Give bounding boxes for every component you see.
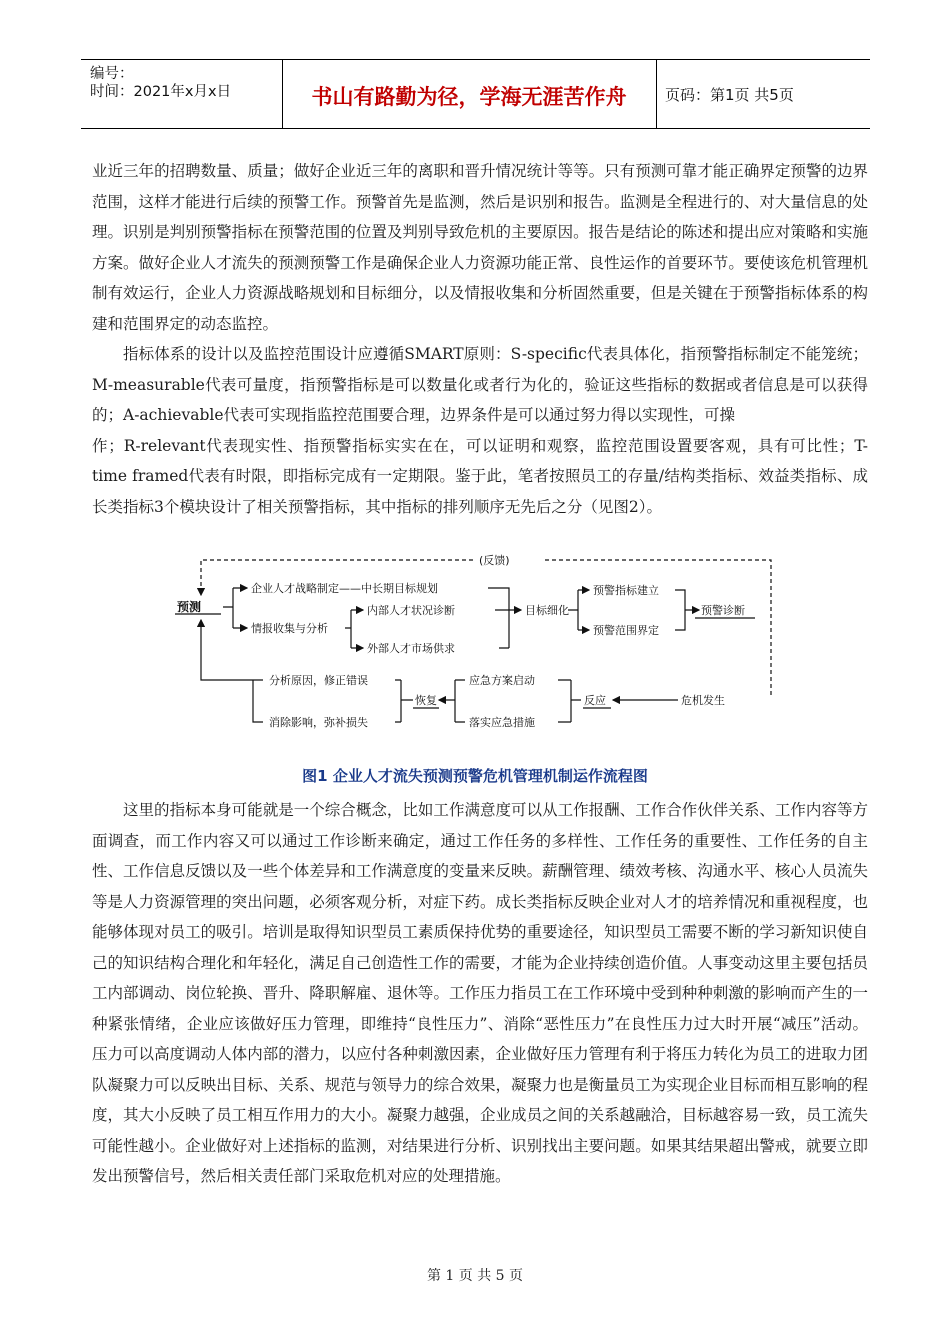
motto: 书山有路勤为径，学海无涯苦作舟	[311, 85, 627, 109]
page-footer: 第 1 页 共 5 页	[426, 1268, 524, 1284]
fc-feedback: (反馈)	[479, 554, 510, 567]
fc-build: 预警指标建立	[593, 584, 659, 597]
fc-eliminate: 消除影响，弥补损失	[269, 716, 368, 729]
body-top	[92, 156, 868, 522]
header-page-cell	[657, 60, 870, 128]
header-meta-cell	[81, 60, 283, 128]
paragraph: 指标体系的设计以及监控范围设计应遵循SMART原则：S-specific代表具体化，指预警指标制定不能笼统；M-measurable代表可量度，指预警指标是可以数量化或者行为化的，验证这些指标的数据或者信息是可以获得的；A-achievable代表可实现指监控范围要合理，边界条件是可以通过努力得以实现性，可操	[92, 345, 868, 424]
time-label: 时间：2021年x月x日	[90, 84, 232, 100]
fc-predict: 预测	[177, 600, 202, 614]
paragraph: 这里的指标本身可能就是一个综合概念，比如工作满意度可以从工作报酬、工作合作伙伴关系、工作内容等方面调查，而工作内容又可以通过工作诊断来确定，通过工作任务的多样性、工作任务的重要性、工作任务的自主性、工作信息反馈以及一些个体差异和工作满意度的变量来反映。薪酬管理、绩效考核、沟通水平、核心人员流失等是人力资源管理的突出问题，必须客观分析，对症下药。成长类指标反映企业对人才的培养情况和重视程度，也能够体现对员工的吸引。培训是取得知识型员工素质保持优势的重要途径，知识型员工需要不断的学习新知识使自己的知识结构合理化和年轻化，满足自己创造性工作的需要，才能为企业持续创造价值。人事变动这里主要包括员工内部调动、岗位轮换、晋升、降职解雇、退休等。工作压力指员工在工作环境中受到种种刺激的影响而产生的一种紧张情绪，企业应该做好压力管理，即维持“良性压力”、消除“恶性压力”在良性压力过大时开展“减压”活动。压力可以高度调动人体内部的潜力，以应付各种刺激因素，企业做好压力管理有利于将压力转化为员工的进取力团队凝聚力可以反映出目标、关系、规范与领导力的综合效果，凝聚力也是衡量员工为实现企业目标而相互影响的程度，其大小反映了员工相互作用力的大小。凝聚力越强，企业成员之间的关系越融洽，目标越容易一致，员工流失可能性越小。企业做好对上述指标的监测，对结果进行分析、识别找出主要问题。如果其结果超出警戒，就要立即发出预警信号，然后相关责任部门采取危机对应的处理措施。	[92, 801, 868, 1185]
paragraph: 作；R-relevant代表现实性、指预警指标实实在在，可以证明和观察，监控范围设置要客观，具有可比性；T-time framed代表有时限，即指标完成有一定期限。鉴于此，笔者按照员工的存量/结构类指标、效益类指标、成长类指标3个模块设计了相关预警指标，其中指标的排列顺序无先后之分（见图2）。	[92, 436, 868, 516]
paragraph: 业近三年的招聘数量、质量；做好企业近三年的离职和晋升情况统计等等。只有预测可靠才能正确界定预警的边界范围，这样才能进行后续的预警工作。预警首先是监测，然后是识别和报告。监测是全程进行的、对大量信息的处理。识别是判别预警指标在预警范围的位置及判别导致危机的主要原因。报告是结论的陈述和提出应对策略和实施方案。做好企业人才流失的预测预警工作是确保企业人力资源功能正常、良性运作的首要环节。要使该危机管理机制有效运行，企业人力资源战略规划和目标细分，以及情报收集和分析固然重要，但是关键在于预警指标体系的构建和范围界定的动态监控。	[92, 162, 868, 333]
predict-branch	[223, 588, 243, 628]
fc-analyze: 分析原因，修正错误	[269, 674, 368, 687]
fc-target: 目标细化	[525, 604, 569, 617]
fc-range: 预警范围界定	[593, 624, 659, 637]
figure-caption: 图1 企业人才流失预测预警危机管理机制运作流程图	[302, 767, 648, 785]
page-info: 页码：第1页 共5页	[665, 86, 794, 104]
page-header	[81, 59, 870, 129]
fc-external: 外部人才市场供求	[367, 642, 455, 655]
header-motto-cell	[282, 60, 657, 128]
fc-crisis: 危机发生	[681, 694, 725, 707]
body-bottom	[92, 795, 868, 1192]
fc-react: 反应	[584, 694, 606, 707]
fc-internal: 内部人才状况诊断	[367, 604, 455, 617]
number-label: 编号：	[90, 66, 134, 82]
fc-intel: 情报收集与分析	[251, 622, 328, 635]
fc-start-plan: 应急方案启动	[469, 674, 535, 687]
fc-implement: 落实应急措施	[469, 716, 535, 729]
fc-recover: 恢复	[415, 694, 437, 707]
fc-diagnose: 预警诊断	[701, 604, 745, 617]
flowchart-figure	[173, 550, 775, 748]
fc-strategy: 企业人才战略制定——中长期目标规划	[251, 582, 438, 595]
